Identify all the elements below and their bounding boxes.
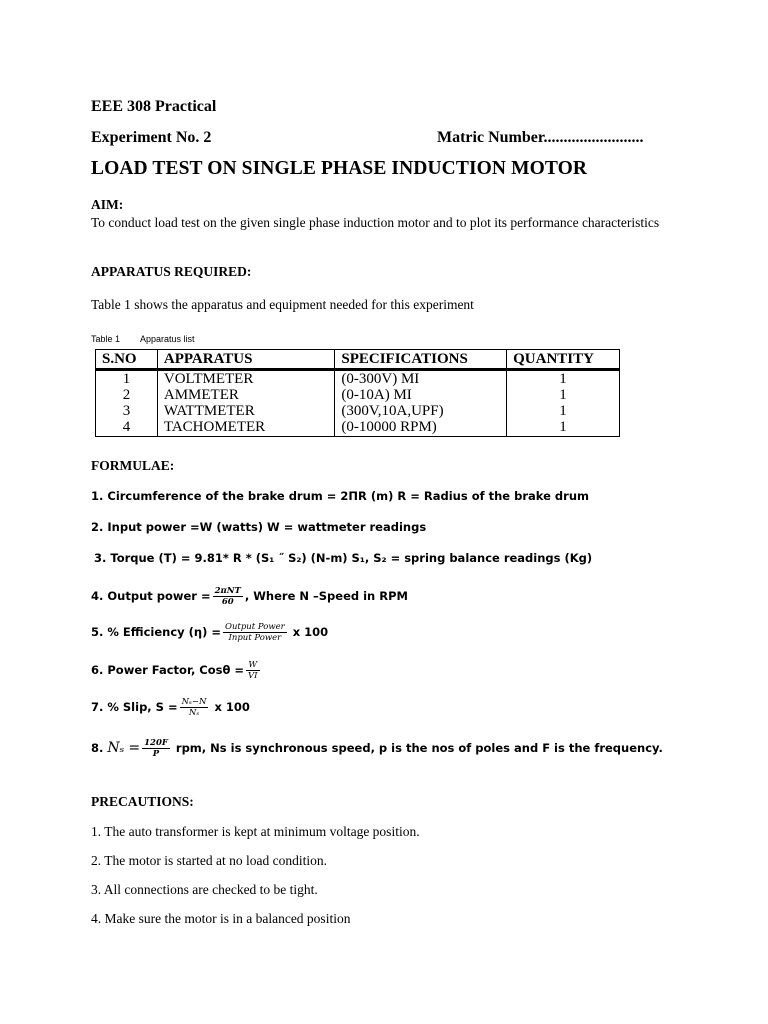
column-header: QUANTITY (507, 350, 620, 370)
apparatus-heading: APPARATUS REQUIRED: (91, 264, 252, 279)
precaution-item: 4. Make sure the motor is in a balanced position (91, 911, 351, 926)
column-header: APPARATUS (157, 350, 335, 370)
column-header: S.NO (96, 350, 158, 370)
precautions-heading: PRECAUTIONS: (91, 794, 194, 809)
formula-circumference: 1. Circumference of the brake drum = 2ΠR (m) R = Radius of the brake drum (91, 489, 589, 503)
table-cell: AMMETER (157, 387, 335, 403)
formula-power-factor (91, 660, 262, 681)
table-cell: TACHOMETER (157, 419, 335, 437)
apparatus-table (95, 349, 620, 437)
formula-synchronous-speed (91, 738, 663, 759)
table-cell: 2 (96, 387, 158, 403)
fraction (223, 622, 287, 643)
formula-input-power: 2. Input power =W (watts) W = wattmeter readings (91, 520, 427, 534)
table-cell: (300V,10A,UPF) (335, 403, 507, 419)
precaution-item: 3. All connections are checked to be tight. (91, 882, 318, 897)
table-cell: WATTMETER (157, 403, 335, 419)
fraction-denominator: VI (248, 671, 258, 681)
formula-label: 4. Output power = (91, 589, 211, 603)
precaution-item: 1. The auto transformer is kept at minimum voltage position. (91, 824, 420, 839)
course-title: EEE 308 Practical (91, 98, 217, 115)
experiment-number: Experiment No. 2 (91, 129, 212, 146)
formula-equals: = (128, 740, 141, 756)
table-caption-text: Apparatus list (140, 334, 195, 344)
fraction-numerator: Nₛ−N (181, 697, 207, 707)
fraction (246, 660, 260, 681)
fraction-numerator: Output Power (224, 622, 285, 632)
fraction-denominator: Nₛ (188, 708, 200, 718)
formula-label: 6. Power Factor, Cosθ = (91, 663, 245, 677)
apparatus-intro: Table 1 shows the apparatus and equipment needed for this experiment (91, 297, 474, 312)
table-cell: 1 (507, 387, 620, 403)
formula-label: 5. % Efficiency (η) = (91, 625, 221, 639)
formula-note: x 100 (214, 700, 250, 714)
fraction (213, 586, 243, 607)
matric-number-field: Matric Number......................... (437, 129, 644, 146)
formula-torque: 3. Torque (T) = 9.81* R * (S₁ ˝ S₂) (N-m) S₁, S₂ = spring balance readings (Kg) (94, 551, 593, 565)
table-row (96, 403, 620, 419)
table-cell: 1 (507, 419, 620, 437)
formula-note: x 100 (288, 625, 329, 639)
aim-heading: AIM: (91, 197, 124, 212)
table-cell: VOLTMETER (157, 370, 335, 388)
page-title: LOAD TEST ON SINGLE PHASE INDUCTION MOTOR (91, 158, 588, 179)
table-caption (91, 334, 195, 344)
formula-note: , Where N –Speed in RPM (244, 589, 408, 603)
formula-note: rpm, Ns is synchronous speed, p is the nos of poles and F is the frequency. (175, 741, 663, 755)
fraction-numerator: 2πNT (214, 586, 241, 596)
fraction-denominator: 60 (221, 597, 234, 607)
table-cell: (0-10000 RPM) (335, 419, 507, 437)
formula-slip (91, 697, 250, 718)
table-cell: 1 (507, 370, 620, 388)
table-cell: 3 (96, 403, 158, 419)
fraction-numerator: W (246, 660, 260, 671)
fraction-denominator: Input Power (228, 633, 282, 643)
formula-output-power (91, 586, 408, 607)
formula-label: 8. (91, 741, 104, 755)
table-cell: 1 (507, 403, 620, 419)
formula-efficiency (91, 622, 328, 643)
fraction-numerator: 120F (144, 738, 168, 748)
table-caption-number: Table 1 (91, 334, 121, 344)
table-cell: (0-10A) MI (335, 387, 507, 403)
precaution-item: 2. The motor is started at no load condition. (91, 853, 327, 868)
table-row (96, 370, 620, 388)
formulae-heading: FORMULAE: (91, 458, 175, 473)
fraction (142, 738, 170, 759)
aim-text: To conduct load test on the given single phase induction motor and to plot its performance characteristics (91, 215, 660, 230)
table-cell: (0-300V) MI (335, 370, 507, 388)
formula-label: 7. % Slip, S = (91, 700, 178, 714)
table-cell: 4 (96, 419, 158, 437)
table-header-row (96, 350, 620, 370)
fraction-denominator: P (152, 749, 160, 759)
column-header: SPECIFICATIONS (335, 350, 507, 370)
table-cell: 1 (96, 370, 158, 388)
formula-variable: Nₛ (107, 740, 125, 756)
fraction (180, 697, 209, 718)
table-row (96, 419, 620, 437)
table-row (96, 387, 620, 403)
